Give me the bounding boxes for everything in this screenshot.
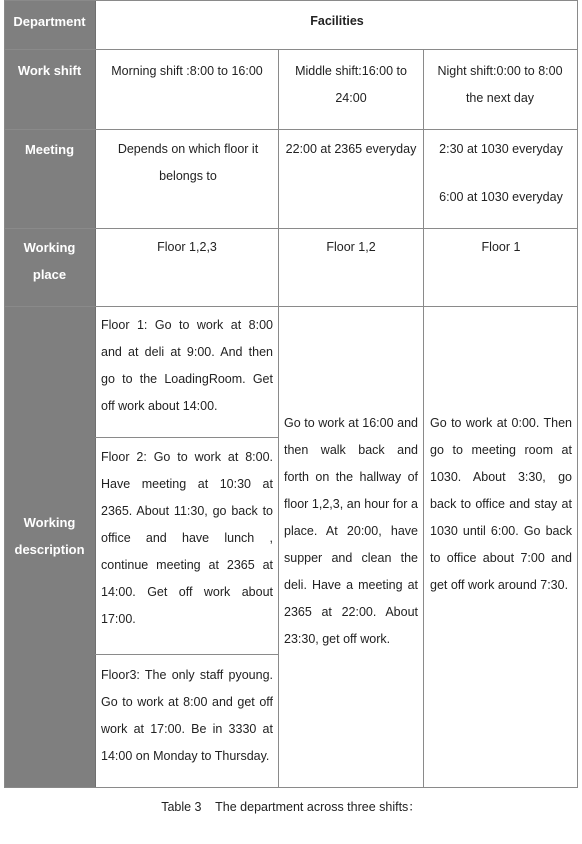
row-label-meeting-text: Meeting: [24, 142, 75, 157]
row-divider-header: [4, 49, 578, 50]
work-shift-morning-text: Morning shift :8:00 to 16:00: [111, 64, 263, 78]
description-middle-text: Go to work at 16:00 and then walk back and forth on the hallway of floor 1,2,3, an hour for a place. At 20:00, have supper and clean the deli. Have a meeting at 2365 at 22:00. About 23:30, get off work.: [284, 416, 418, 646]
meeting-night-1-text: 2:30 at 1030 everyday: [439, 142, 563, 156]
meeting-morning-text: Depends on which floor it belongs to: [117, 142, 259, 183]
description-floor-2-text: Floor 2: Go to work at 8:00. Have meeting at 10:30 at 2365. About 11:30, go back to office and have lunch , continue meeting at 2365 at 14:00. Get off work about 17:00.: [101, 450, 273, 626]
row-label-meeting: [4, 129, 95, 228]
work-shift-morning: [100, 58, 274, 85]
table-border-top: [4, 0, 578, 1]
meeting-morning: [108, 136, 268, 190]
meeting-middle: [280, 136, 422, 163]
work-shift-night-text: Night shift:0:00 to 8:00 the next day: [437, 64, 563, 105]
working-place-night: [424, 234, 578, 261]
column-divider-header: [95, 0, 96, 787]
row-divider-working-place: [4, 306, 578, 307]
row-label-working-description-text: Working description: [14, 515, 85, 557]
header-facilities-text: Facilities: [310, 14, 364, 28]
header-department-text: Department: [13, 14, 86, 29]
description-floor-3: [101, 662, 273, 770]
table-border-bottom: [4, 787, 578, 788]
work-shift-middle-text: Middle shift:16:00 to 24:00: [295, 64, 407, 105]
column-divider-morning-middle: [278, 49, 279, 787]
column-divider-middle-night: [423, 49, 424, 787]
description-floor-1-text: Floor 1: Go to work at 8:00 and at deli at 9:00. And then go to the LoadingRoom. Get off work about 14:00.: [101, 318, 273, 413]
working-place-middle: [279, 234, 423, 261]
row-divider-floor-1-2: [95, 437, 279, 438]
table-border-right: [577, 0, 578, 787]
working-place-middle-text: Floor 1,2: [326, 240, 376, 254]
description-floor-3-text: Floor3: The only staff pyoung. Go to work at 8:00 and get off work at 17:00. Be in 3330 at 14:00 on Monday to Thursday.: [101, 668, 273, 763]
row-label-work-shift: [4, 49, 95, 129]
work-shift-night: [430, 58, 570, 112]
meeting-night-2-text: 6:00 at 1030 everyday: [439, 190, 563, 204]
description-floor-2: [101, 444, 273, 633]
header-facilities: [96, 0, 578, 49]
working-place-morning: [96, 234, 278, 261]
description-middle: [284, 410, 418, 653]
working-place-night-text: Floor 1: [481, 240, 521, 254]
row-label-working-place: [4, 228, 95, 306]
row-divider-meeting: [4, 228, 578, 229]
working-place-morning-text: Floor 1,2,3: [157, 240, 217, 254]
meeting-middle-text: 22:00 at 2365 everyday: [285, 142, 417, 156]
table-caption: Table 3 The department across three shifts：: [161, 800, 421, 814]
meeting-night-1: [424, 136, 578, 163]
description-night-text: Go to work at 0:00. Then go to meeting room at 1030. About 3:30, go back to office and stay at 1030 until 6:00. Go back to office about 7:00 and get off work around 7:30.: [430, 416, 572, 592]
description-night: [430, 410, 572, 599]
row-divider-work-shift: [4, 129, 578, 130]
table-border-left: [4, 0, 5, 787]
row-divider-floor-2-3: [95, 654, 279, 655]
row-label-working-place-text: Working place: [23, 240, 76, 282]
meeting-night-2: [424, 184, 578, 211]
work-shift-middle: [288, 58, 414, 112]
row-label-working-description: [4, 306, 95, 787]
header-department: [4, 0, 95, 49]
row-label-work-shift-text: Work shift: [17, 63, 82, 78]
description-floor-1: [101, 312, 273, 420]
